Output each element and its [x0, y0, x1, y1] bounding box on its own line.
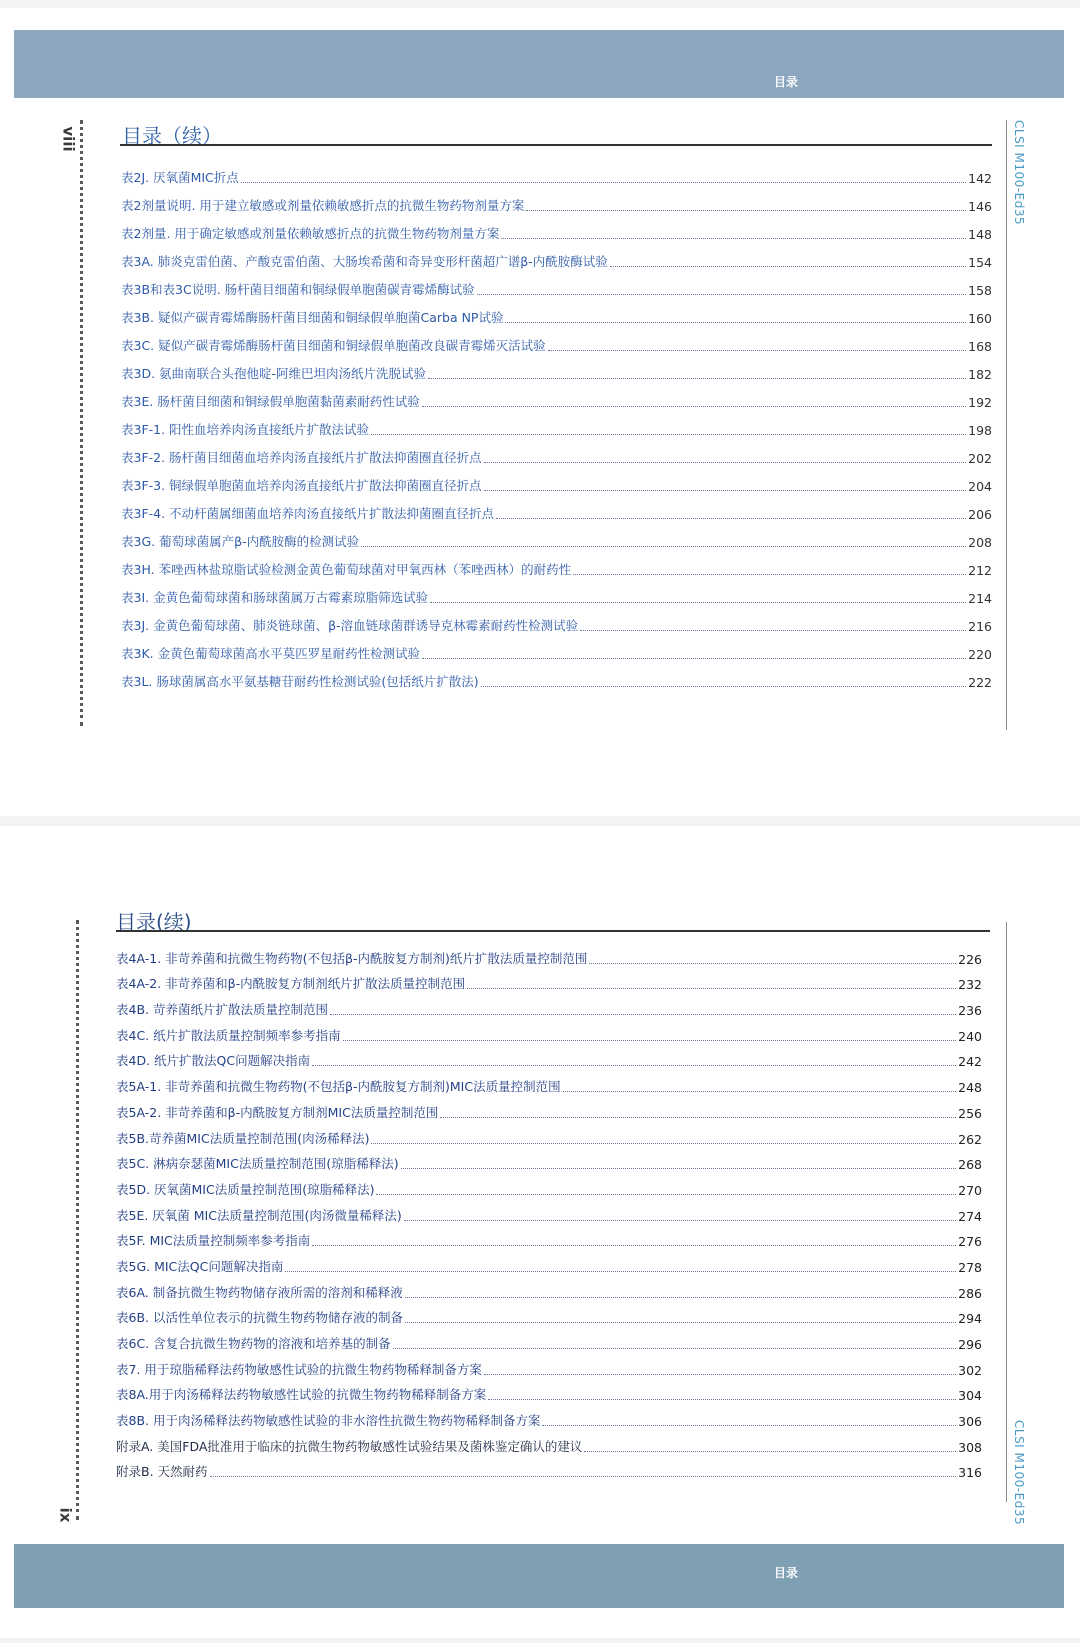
page-number: ix: [56, 1507, 75, 1523]
toc-entry-title: 表3B和表3C说明. 肠杆菌目细菌和铜绿假单胞菌碳青霉烯酶试验: [121, 282, 475, 297]
toc-entry-title: 表3B. 疑似产碳青霉烯酶肠杆菌目细菌和铜绿假单胞菌Carba NP试验: [121, 310, 504, 325]
toc-entry-title: 表2剂量. 用于确定敏感或剂量依赖敏感折点的抗微生物药物剂量方案: [121, 226, 500, 241]
toc-entry-title: 表3H. 苯唑西林盐琼脂试验检测金黄色葡萄球菌对甲氧西林（苯唑西林）的耐药性: [121, 562, 572, 577]
toc-entry-page: 286: [958, 1285, 982, 1301]
toc-entry-page: 278: [958, 1259, 982, 1275]
toc-entry[interactable]: [121, 354, 992, 382]
dot-leader: [610, 266, 966, 267]
toc-entry-page: 236: [958, 1003, 982, 1019]
toc-entry-page: 308: [958, 1439, 982, 1455]
toc-entry-page: 270: [958, 1182, 982, 1198]
toc-entry[interactable]: [121, 522, 992, 550]
dot-leader: [285, 1271, 956, 1272]
dot-leader: [343, 1040, 957, 1041]
toc-entry[interactable]: [116, 992, 982, 1018]
toc-entry-title: 表3I. 金黄色葡萄球菌和肠球菌属万古霉素琼脂筛选试验: [121, 590, 429, 605]
toc-entry-page: 216: [968, 619, 992, 634]
toc-entry-page: 146: [968, 199, 992, 214]
dot-leader: [488, 1399, 956, 1400]
toc-entry-page: 276: [958, 1234, 982, 1250]
toc-entry-title: 表5E. 厌氧菌 MIC法质量控制范围(肉汤微量稀释法): [116, 1207, 402, 1223]
dot-leader: [312, 1065, 956, 1066]
toc-entry-title: 表3F-3. 铜绿假单胞菌血培养肉汤直接纸片扩散法抑菌圈直径折点: [121, 478, 482, 493]
header-banner: [14, 30, 1064, 98]
toc-entry[interactable]: [116, 1121, 982, 1147]
dot-leader: [484, 1374, 956, 1375]
toc-entry-title: 表3L. 肠球菌属高水平氨基糖苷耐药性检测试验(包括纸片扩散法): [121, 674, 479, 689]
toc-entry-title: 表4A-2. 非苛养菌和β-内酰胺复方制剂纸片扩散法质量控制范围: [116, 976, 466, 992]
toc-entry[interactable]: [121, 550, 992, 578]
toc-entry-page: 294: [958, 1311, 982, 1327]
toc-entry-title: 表3F-4. 不动杆菌属细菌血培养肉汤直接纸片扩散法抑菌圈直径折点: [121, 506, 495, 521]
toc-entry-title: 表3E. 肠杆菌目细菌和铜绿假单胞菌黏菌素耐药性试验: [121, 394, 420, 409]
toc-title: 目录(续): [116, 910, 192, 934]
toc-entry-page: 202: [968, 451, 992, 466]
toc-entry[interactable]: [121, 466, 992, 494]
toc-entry[interactable]: [116, 1352, 982, 1378]
dot-leader: [428, 378, 966, 379]
toc-page-ix: [0, 826, 1080, 1638]
toc-entry-page: 240: [958, 1028, 982, 1044]
toc-entry[interactable]: [116, 1249, 982, 1275]
toc-entry-page: 222: [968, 675, 992, 690]
dot-leader: [210, 1476, 957, 1477]
dot-leader: [589, 963, 956, 964]
toc-entry-page: 220: [968, 647, 992, 662]
toc-entry-page: 256: [958, 1105, 982, 1121]
banner-label: 目录: [774, 75, 799, 89]
toc-entry-title: 表4A-1. 非苛养菌和抗微生物药物(不包括β-内酰胺复方制剂)纸片扩散法质量控制范围: [116, 950, 588, 966]
dot-leader: [422, 406, 966, 407]
toc-entry[interactable]: [116, 1069, 982, 1095]
toc-entry-title: 表3D. 氨曲南联合头孢他啶-阿维巴坦肉汤纸片洗脱试验: [121, 366, 427, 381]
toc-entry-page: 302: [958, 1362, 982, 1378]
toc-entry-title: 表8B. 用于肉汤稀释法药物敏感性试验的非水溶性抗微生物药物稀释制备方案: [116, 1413, 541, 1429]
dot-leader: [526, 210, 966, 211]
toc-entry[interactable]: [116, 941, 982, 967]
toc-entry[interactable]: [121, 382, 992, 410]
dot-leader: [563, 1091, 957, 1092]
toc-title: 目录（续）: [122, 124, 222, 148]
toc-entry[interactable]: [116, 1018, 982, 1044]
toc-entry-page: 148: [968, 227, 992, 242]
toc-entry[interactable]: [116, 967, 982, 993]
toc-entry-title: 表4D. 纸片扩散法QC问题解决指南: [116, 1053, 311, 1069]
toc-entry-page: 262: [958, 1131, 982, 1147]
toc-entry-page: 242: [958, 1054, 982, 1070]
toc-entry-title: 表3J. 金黄色葡萄球菌、肺炎链球菌、β-溶血链球菌群诱导克林霉素耐药性检测试验: [121, 618, 579, 633]
toc-entry-title: 表5C. 淋病奈瑟菌MIC法质量控制范围(琼脂稀释法): [116, 1156, 399, 1172]
dotted-margin-line: [76, 920, 79, 1520]
toc-entry[interactable]: [121, 270, 992, 298]
toc-entry[interactable]: [116, 1378, 982, 1404]
toc-entry-page: 214: [968, 591, 992, 606]
toc-entry-page: 206: [968, 507, 992, 522]
dot-leader: [481, 686, 967, 687]
dot-leader: [371, 1143, 956, 1144]
side-rule: [1006, 120, 1007, 730]
dot-leader: [477, 294, 966, 295]
toc-entry-title: 表8A.用于肉汤稀释法药物敏感性试验的抗微生物药物稀释制备方案: [116, 1387, 487, 1403]
toc-entry[interactable]: [116, 1275, 982, 1301]
toc-entry[interactable]: [116, 1429, 982, 1455]
toc-entry-title: 表3C. 疑似产碳青霉烯酶肠杆菌目细菌和铜绿假单胞菌改良碳青霉烯灭活试验: [121, 338, 546, 353]
toc-entry[interactable]: [121, 634, 992, 662]
toc-entry[interactable]: [121, 158, 992, 186]
document-code: CLSI M100-Ed35: [1012, 1420, 1026, 1526]
toc-entry-page: 296: [958, 1337, 982, 1352]
toc-entry[interactable]: [121, 326, 992, 354]
toc-entry-page: 274: [958, 1208, 982, 1224]
toc-entry-title: 表2J. 厌氧菌MIC折点: [121, 170, 239, 185]
dot-leader: [484, 462, 967, 463]
toc-entry-page: 168: [968, 339, 992, 354]
toc-entry-page: 226: [958, 951, 982, 967]
toc-entry-title: 表5A-2. 非苛养菌和β-内酰胺复方制剂MIC法质量控制范围: [116, 1104, 439, 1120]
dot-leader: [361, 546, 966, 547]
toc-entry-title: 附录A. 美国FDA批准用于临床的抗微生物药物敏感性试验结果及菌株鉴定确认的建议: [116, 1438, 583, 1454]
toc-entry[interactable]: [121, 242, 992, 270]
dot-leader: [422, 658, 966, 659]
toc-entry[interactable]: [116, 1403, 982, 1429]
toc-entry[interactable]: [121, 606, 992, 634]
toc-entry[interactable]: [116, 1455, 982, 1481]
toc-list: [121, 158, 992, 690]
title-underline: [116, 930, 990, 932]
toc-entry-page: 248: [958, 1080, 982, 1096]
toc-entry-title: 表4B. 苛养菌纸片扩散法质量控制范围: [116, 1002, 328, 1018]
toc-entry[interactable]: [116, 1326, 982, 1352]
toc-entry[interactable]: [116, 1095, 982, 1121]
toc-entry-page: 154: [968, 255, 992, 270]
toc-entry-title: 表5F. MIC法质量控制频率参考指南: [116, 1233, 311, 1249]
toc-entry[interactable]: [121, 298, 992, 326]
toc-entry[interactable]: [121, 438, 992, 466]
dot-leader: [401, 1168, 957, 1169]
toc-entry-page: 142: [968, 171, 992, 186]
dot-leader: [393, 1348, 957, 1349]
toc-entry[interactable]: [116, 1044, 982, 1070]
dot-leader: [330, 1014, 956, 1015]
toc-entry-page: 316: [958, 1465, 982, 1481]
toc-list: [116, 941, 982, 1480]
toc-entry-title: 表3K. 金黄色葡萄球菌高水平莫匹罗星耐药性检测试验: [121, 646, 421, 661]
dot-leader: [440, 1117, 956, 1118]
toc-entry-page: 268: [958, 1157, 982, 1173]
toc-entry-title: 表5G. MIC法QC问题解决指南: [116, 1258, 284, 1274]
toc-entry[interactable]: [116, 1301, 982, 1327]
toc-entry[interactable]: [121, 214, 992, 242]
toc-entry-title: 表6B. 以活性单位表示的抗微生物药物储存液的制备: [116, 1310, 403, 1326]
toc-entry-title: 表6C. 含复合抗微生物药物的溶液和培养基的制备: [116, 1336, 391, 1351]
dot-leader: [580, 630, 966, 631]
toc-entry-title: 表4C. 纸片扩散法质量控制频率参考指南: [116, 1027, 341, 1043]
dotted-margin-line: [80, 120, 83, 726]
toc-entry-page: 160: [968, 311, 992, 326]
side-rule: [1006, 922, 1007, 1502]
dot-leader: [241, 182, 966, 183]
toc-entry-title: 表3A. 肺炎克雷伯菌、产酸克雷伯菌、大肠埃希菌和奇异变形杆菌超广谱β-内酰胺酶试验: [121, 254, 608, 269]
toc-entry-page: 304: [958, 1388, 982, 1404]
toc-entry-page: 198: [968, 423, 992, 438]
dot-leader: [430, 602, 966, 603]
toc-entry-page: 192: [968, 395, 992, 410]
dot-leader: [496, 518, 966, 519]
toc-entry[interactable]: [116, 1198, 982, 1224]
toc-entry-page: 182: [968, 367, 992, 382]
toc-entry-page: 212: [968, 563, 992, 578]
dot-leader: [505, 322, 966, 323]
document-code: CLSI M100-Ed35: [1012, 120, 1026, 226]
toc-entry-title: 表3G. 葡萄球菌属产β-内酰胺酶的检测试验: [121, 534, 360, 549]
toc-entry-title: 表3F-2. 肠杆菌目细菌血培养肉汤直接纸片扩散法抑菌圈直径折点: [121, 450, 482, 465]
banner-label: 目录: [774, 1566, 799, 1580]
toc-entry-title: 表7. 用于琼脂稀释法药物敏感性试验的抗微生物药物稀释制备方案: [116, 1361, 482, 1377]
title-underline: [120, 144, 992, 146]
toc-entry-title: 附录B. 天然耐药: [116, 1464, 208, 1480]
toc-entry-page: 306: [958, 1414, 982, 1430]
dot-leader: [312, 1245, 956, 1246]
toc-entry[interactable]: [121, 662, 992, 690]
toc-entry-title: 表3F-1. 阳性血培养肉汤直接纸片扩散法试验: [121, 422, 370, 437]
toc-entry-title: 表5A-1. 非苛养菌和抗微生物药物(不包括β-内酰胺复方制剂)MIC法质量控制范围: [116, 1079, 561, 1095]
toc-entry[interactable]: [121, 186, 992, 214]
dot-leader: [484, 490, 967, 491]
toc-page-viii: [0, 8, 1080, 816]
dot-leader: [405, 1322, 956, 1323]
toc-entry-title: 表5B.苛养菌MIC法质量控制范围(肉汤稀释法): [116, 1130, 370, 1146]
toc-entry-title: 表2剂量说明. 用于建立敏感或剂量依赖敏感折点的抗微生物药物剂量方案: [121, 198, 525, 213]
dot-leader: [376, 1194, 956, 1195]
dot-leader: [584, 1451, 956, 1452]
toc-entry[interactable]: [116, 1224, 982, 1250]
footer-banner: [14, 1544, 1064, 1608]
dot-leader: [548, 350, 967, 351]
toc-entry-page: 158: [968, 283, 992, 298]
dot-leader: [371, 434, 966, 435]
toc-entry[interactable]: [121, 494, 992, 522]
toc-entry[interactable]: [121, 578, 992, 606]
toc-entry[interactable]: [116, 1147, 982, 1173]
page-number: viii: [59, 126, 78, 152]
toc-entry-title: 表5D. 厌氧菌MIC法质量控制范围(琼脂稀释法): [116, 1181, 375, 1197]
dot-leader: [404, 1220, 956, 1221]
dot-leader: [501, 238, 966, 239]
toc-entry[interactable]: [121, 410, 992, 438]
toc-entry-title: 表6A. 制备抗微生物药物储存液所需的溶剂和稀释液: [116, 1284, 403, 1300]
toc-entry-page: 208: [968, 535, 992, 550]
toc-entry[interactable]: [116, 1172, 982, 1198]
dot-leader: [542, 1425, 956, 1426]
dot-leader: [467, 988, 956, 989]
dot-leader: [573, 574, 966, 575]
toc-entry-page: 204: [968, 479, 992, 494]
dot-leader: [405, 1297, 956, 1298]
toc-entry-page: 232: [958, 977, 982, 993]
